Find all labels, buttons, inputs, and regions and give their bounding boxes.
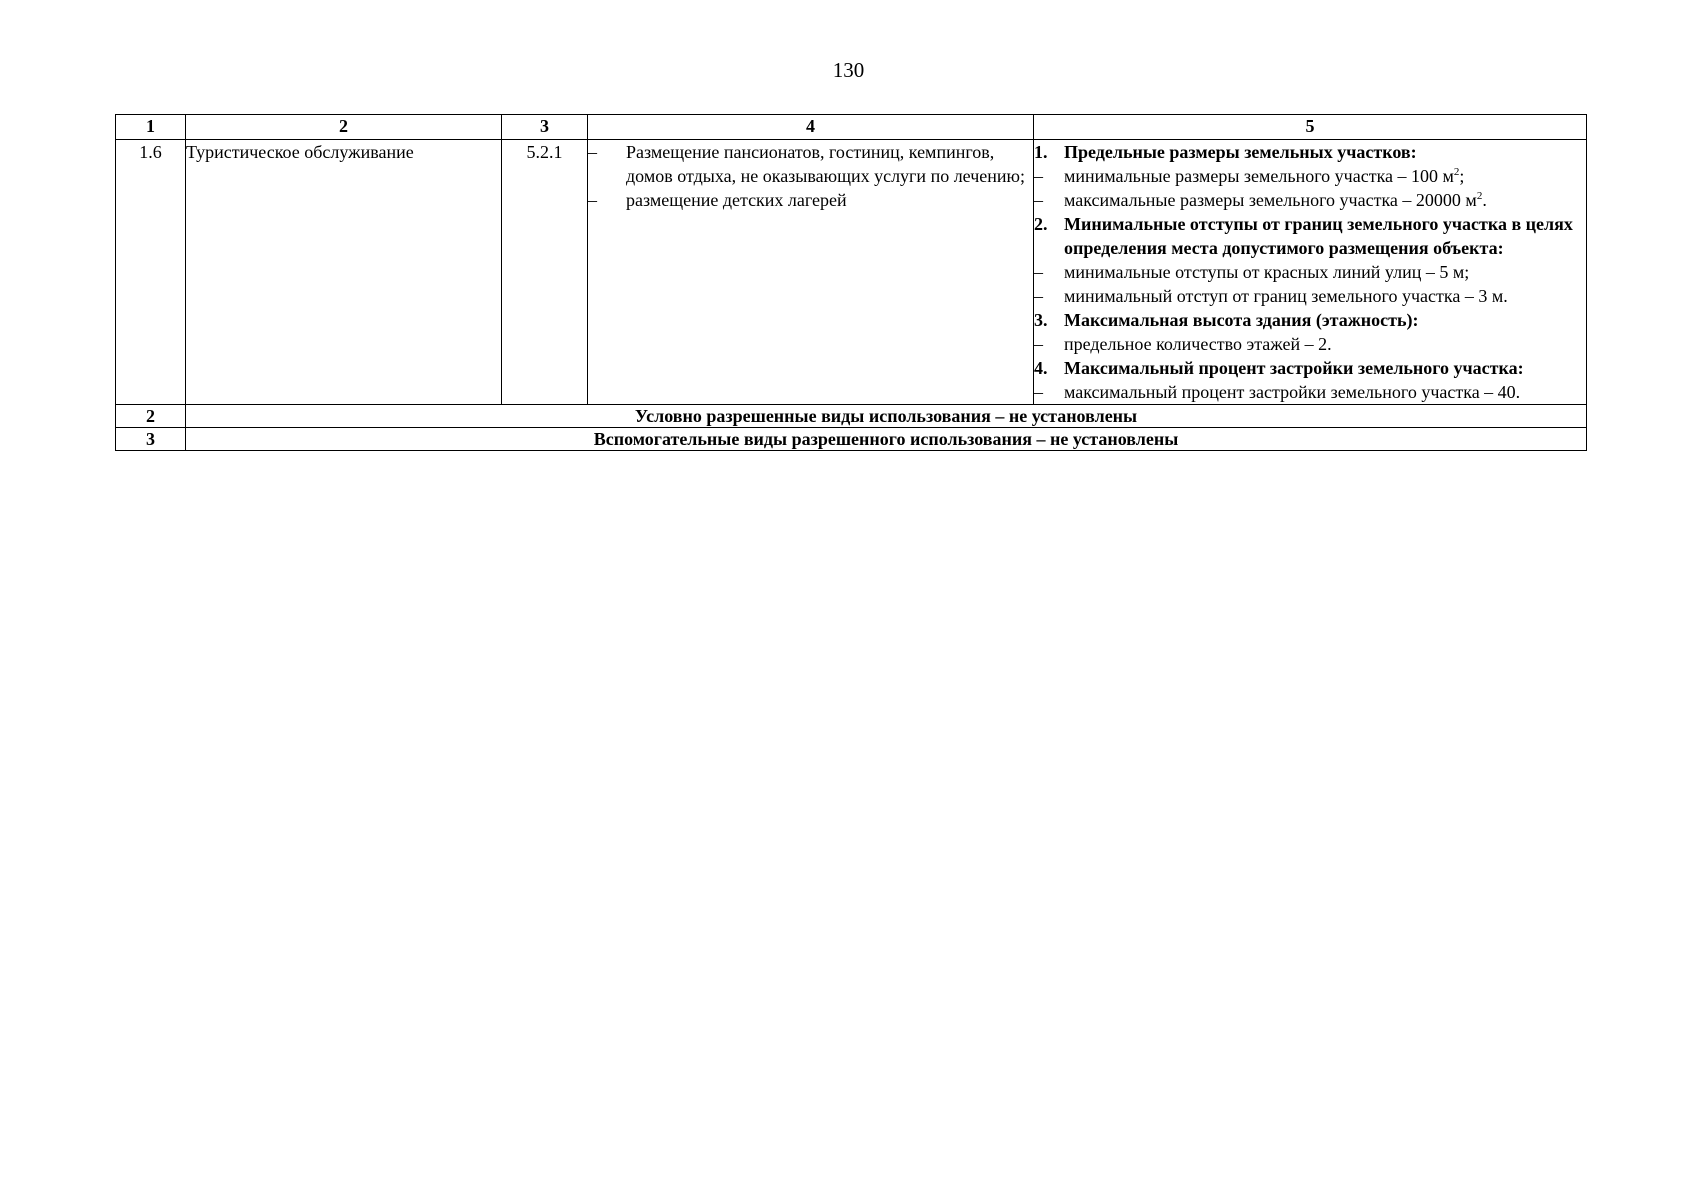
list-item bbox=[588, 188, 1033, 212]
param-item: – максимальный процент застройки земельного участка – 40. bbox=[1034, 382, 1521, 402]
col-header-4: 4 bbox=[588, 115, 1034, 140]
parameters-cell bbox=[1034, 140, 1587, 405]
use-description bbox=[588, 140, 1034, 405]
section-number: 3 bbox=[116, 428, 186, 451]
header-row bbox=[116, 115, 1587, 140]
param-group-heading: 2. Минимальные отступы от границ земельного участка в целях определения места допустимого размещения объекта: bbox=[1034, 214, 1573, 258]
col-header-1: 1 bbox=[116, 115, 186, 140]
section-title: Вспомогательные виды разрешенного использования – не установлены bbox=[186, 428, 1587, 451]
list-item bbox=[588, 140, 1033, 188]
param-group-heading: 4. Максимальный процент застройки земельного участка: bbox=[1034, 358, 1524, 378]
description-item: Размещение пансионатов, гостиниц, кемпингов, домов отдыха, не оказывающих услуги по лечению; bbox=[626, 142, 1025, 186]
param-group-heading: 1. Предельные размеры земельных участков: bbox=[1034, 142, 1417, 162]
dash-marker: – bbox=[588, 142, 597, 162]
dash-marker: – bbox=[588, 190, 597, 210]
param-item: – минимальный отступ от границ земельного участка – 3 м. bbox=[1034, 286, 1508, 306]
use-type-name: Туристическое обслуживание bbox=[186, 140, 502, 405]
description-item: размещение детских лагерей bbox=[626, 190, 847, 210]
zoning-table bbox=[115, 114, 1587, 451]
col-header-2: 2 bbox=[186, 115, 502, 140]
param-item: – максимальные размеры земельного участка – 20000 $м^2$. bbox=[1034, 190, 1487, 210]
page-number: 130 bbox=[832, 58, 865, 82]
param-group-heading: 3. Максимальная высота здания (этажность): bbox=[1034, 310, 1419, 330]
section-row-auxiliary bbox=[116, 428, 1587, 451]
param-item: – минимальные отступы от красных линий улиц – 5 м; bbox=[1034, 262, 1470, 282]
section-title: Условно разрешенные виды использования – не установлены bbox=[186, 405, 1587, 428]
use-type-code: 5.2.1 bbox=[502, 140, 588, 405]
section-number: 2 bbox=[116, 405, 186, 428]
col-header-3: 3 bbox=[502, 115, 588, 140]
table-row bbox=[116, 140, 1587, 405]
col-header-5: 5 bbox=[1034, 115, 1587, 140]
param-item: – минимальные размеры земельного участка – 100 $м^2$; bbox=[1034, 166, 1465, 186]
section-row-conditional bbox=[116, 405, 1587, 428]
row-number: 1.6 bbox=[116, 140, 186, 405]
param-item: – предельное количество этажей – 2. bbox=[1034, 334, 1332, 354]
